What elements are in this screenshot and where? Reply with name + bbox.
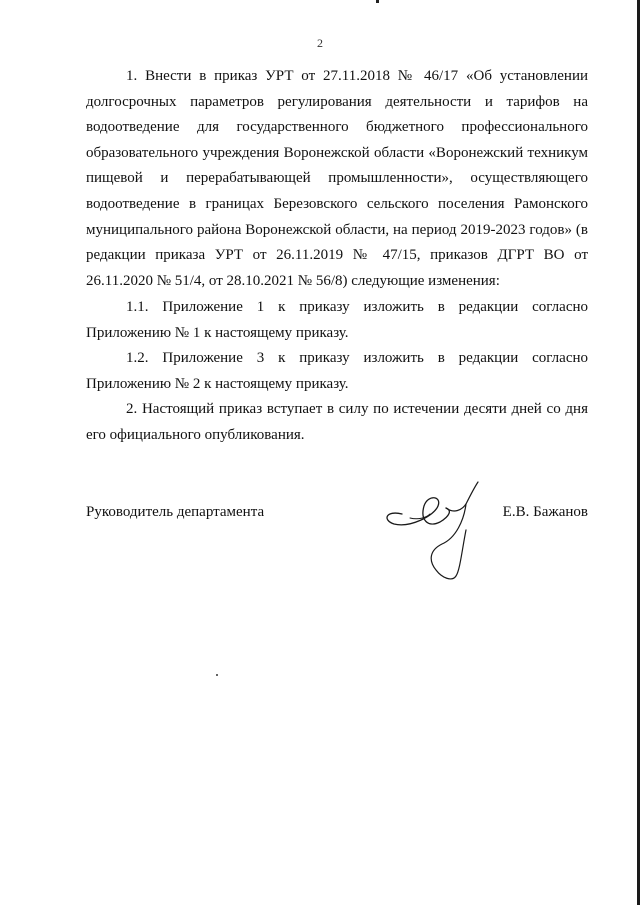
signer-name: Е.В. Бажанов	[502, 504, 588, 520]
paragraph-item-2: 2. Настоящий приказ вступает в силу по истечении десяти дней со дня его официального опубликования.	[86, 401, 588, 443]
paragraph-item-1: 1. Внести в приказ УРТ от 27.11.2018 № 46/17 «Об установлении долгосрочных параметров регулирования деятельности и тарифов на водоотведение для государственного бюджетного профессионального образовательного учреждения Воронежской области «Воронежский техникум пищевой и перерабатывающей промышленности», осуществляющего водоотведение в границах Березовского сельского поселения Рамонского муниципального района Воронежской области, на период 2019-2023 годов» (в редакции приказа УРТ от 26.11.2019 № 47/15, приказов ДГРТ ВО от 26.11.2020 № 51/4, от 28.10.2021 № 56/8) следующие изменения:	[86, 68, 588, 289]
paragraph-item-1-1: 1.1. Приложение 1 к приказу изложить в редакции согласно Приложению № 1 к настоящему приказу.	[86, 299, 588, 341]
page-number: 2	[317, 36, 323, 50]
scan-mark	[376, 0, 379, 3]
scan-speck	[216, 674, 218, 676]
handwritten-signature	[380, 480, 500, 588]
signature-block	[86, 480, 588, 590]
signer-title: Руководитель департамента	[86, 504, 265, 520]
paragraph-item-1-2: 1.2. Приложение 3 к приказу изложить в редакции согласно Приложению № 2 к настоящему приказу.	[86, 350, 588, 392]
